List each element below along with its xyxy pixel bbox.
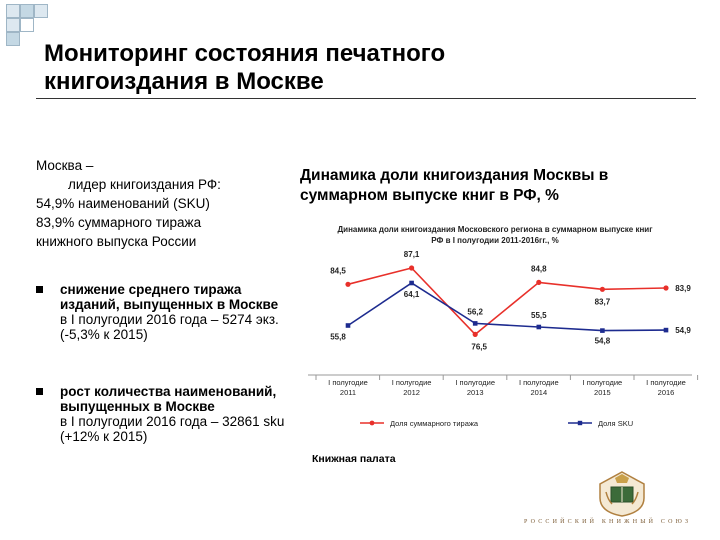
- chart-title-line: Динамика доли книгоиздания Московского региона в суммарном выпуске книг: [337, 225, 653, 234]
- x-tick-label: 2011: [339, 388, 357, 397]
- title-line: Мониторинг состояния печатного: [44, 40, 446, 67]
- x-tick-label: I полугодие: [328, 378, 368, 387]
- data-point: [345, 282, 350, 287]
- data-label: 76,5: [471, 342, 487, 352]
- data-label: 83,9: [675, 284, 691, 293]
- legend-marker: [370, 421, 375, 426]
- data-label: 87,1: [403, 250, 420, 259]
- legend-label: Доля SKU: [598, 419, 634, 428]
- data-label: 84,8: [531, 264, 547, 274]
- page-title: [44, 40, 684, 96]
- legend-marker: [578, 421, 582, 425]
- x-tick-label: I полугодие: [582, 378, 623, 387]
- decor-square: [6, 4, 20, 18]
- bullet-marker: [36, 388, 43, 395]
- data-label: 54,9: [675, 326, 691, 336]
- data-point: [409, 281, 414, 286]
- series-line: [348, 283, 666, 331]
- decor-square: [6, 18, 20, 32]
- chart-heading: Динамика доли книгоиздания Москвы в суммарном выпуске книг в РФ, %: [300, 167, 609, 204]
- data-label: 56,2: [467, 307, 483, 317]
- summary-line: Москва –: [36, 158, 94, 173]
- title-divider: [36, 98, 696, 99]
- data-point: [664, 328, 669, 333]
- data-point: [536, 280, 541, 285]
- bullet-item: [36, 282, 286, 342]
- x-tick-label: I полугодие: [518, 378, 559, 387]
- data-label: 84,5: [330, 266, 346, 276]
- data-point: [473, 321, 478, 326]
- data-point: [346, 323, 351, 328]
- bullet-detail-text: в I полугодии 2016 года – 5274 экз. (-5,3% к 2015): [60, 312, 279, 342]
- bullet-detail-text: в I полугодии 2016 года – 32861 sku (+12% к 2015): [60, 414, 285, 444]
- summary-text: [36, 156, 286, 251]
- data-point: [473, 332, 478, 337]
- legend-label: Доля суммарного тиража: [390, 419, 479, 428]
- decor-square: [20, 4, 34, 18]
- data-label: 55,8: [330, 332, 346, 342]
- x-tick-label: 2014: [530, 388, 548, 397]
- decor-square: [34, 4, 48, 18]
- title-line: книгоиздания в Москве: [44, 68, 324, 95]
- data-label: 54,8: [594, 336, 611, 346]
- x-tick-label: 2015: [594, 388, 611, 397]
- x-tick-label: 2012: [403, 388, 420, 397]
- line-chart: [300, 240, 700, 440]
- data-label: 83,7: [594, 297, 611, 307]
- footer-text: РОССИЙСКИЙ КНИЖНЫЙ СОЮЗ: [524, 519, 692, 525]
- summary-line: 54,9% наименований (SKU): [36, 196, 210, 211]
- x-tick-label: I полугодие: [391, 378, 432, 387]
- data-label: 64,1: [403, 290, 420, 299]
- summary-line: 83,9% суммарного тиража: [36, 215, 202, 230]
- chart-title-line: РФ в I полугодии 2011-2016гг., %: [431, 236, 559, 245]
- decor-square: [6, 32, 20, 46]
- source-label: Книжная палата: [312, 453, 396, 465]
- decor-square: [20, 18, 34, 32]
- x-tick-label: I полугодие: [455, 378, 496, 387]
- data-point: [600, 287, 605, 292]
- data-point: [537, 325, 542, 330]
- bullet-item: [36, 384, 286, 444]
- x-tick-label: 2016: [657, 388, 675, 397]
- bullet-bold-text: рост количества наименований, выпущенных в Москве: [60, 384, 277, 414]
- summary-line: книжного выпуска России: [36, 234, 197, 249]
- summary-line: лидер книгоиздания РФ:: [68, 177, 221, 192]
- x-tick-label: 2013: [466, 388, 484, 397]
- x-tick-label: I полугодие: [646, 378, 686, 387]
- data-point: [600, 328, 605, 333]
- bullet-marker: [36, 286, 43, 293]
- union-logo: [596, 470, 648, 518]
- data-point: [409, 265, 414, 270]
- data-point: [663, 285, 668, 290]
- data-label: 55,5: [531, 311, 547, 320]
- bullet-bold-text: снижение среднего тиража изданий, выпущенных в Москве: [60, 282, 279, 312]
